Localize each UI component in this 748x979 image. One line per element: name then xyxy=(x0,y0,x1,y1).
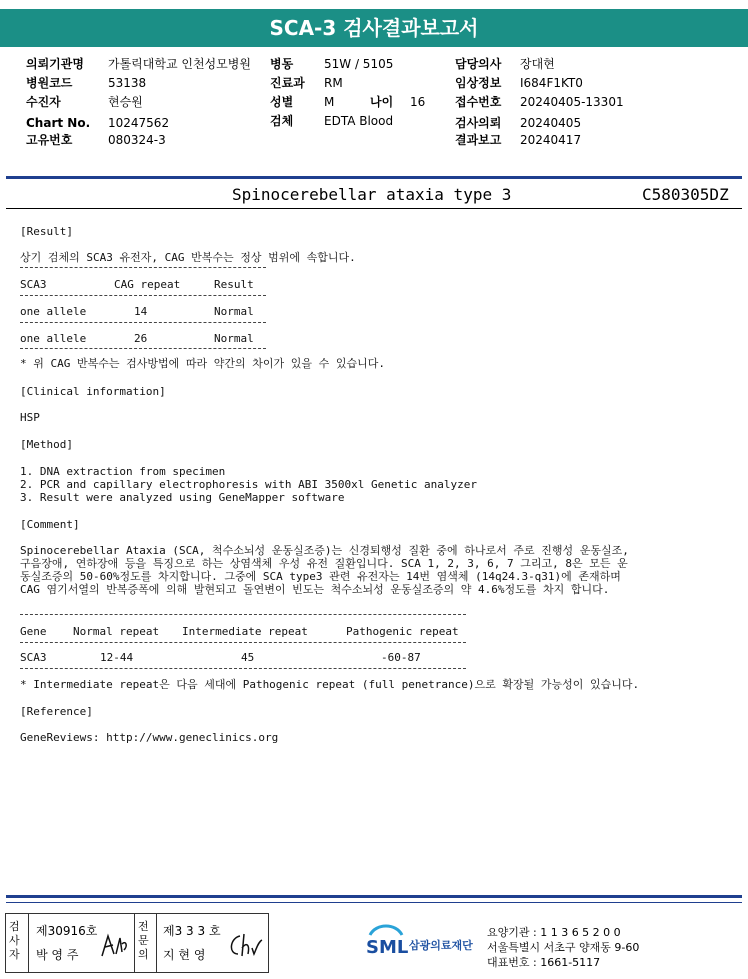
info-value: 현승원 xyxy=(108,95,143,109)
table-rule xyxy=(20,267,266,268)
info-value: 16 xyxy=(410,95,426,109)
info-label: 나이 xyxy=(370,95,394,109)
info-label: 임상정보 xyxy=(455,76,502,90)
specialist-signature xyxy=(226,930,264,960)
org-phone: 대표번호 : 1661-5117 xyxy=(487,956,601,969)
org-name: 삼광의료재단 xyxy=(409,939,473,952)
result-row-allele: one allele xyxy=(20,332,87,345)
info-label: 결과보고 xyxy=(455,133,502,147)
info-label: 접수번호 xyxy=(455,95,502,109)
comment-line: CAG 염기서열의 반복증폭에 의해 발현되고 돌연변이 빈도는 척수소뇌성 운동실조증의 약 4.6%정도를 차지 합니다. xyxy=(20,583,610,596)
divider xyxy=(6,208,742,209)
info-value: 장대현 xyxy=(520,57,555,71)
signature-box xyxy=(5,913,269,973)
info-label: 진료과 xyxy=(270,76,305,90)
comment-line: 구음장애, 연하장애 등을 특징으로 하는 상염색체 우성 유전 질환입니다. SCA 1, 2, 3, 6, 7 그리고, 8은 모든 운 xyxy=(20,557,628,570)
clinical-text: HSP xyxy=(20,411,40,424)
info-value: EDTA Blood xyxy=(324,114,394,128)
divider xyxy=(6,902,742,903)
result-note: * 위 CAG 반복수는 검사방법에 따라 약간의 차이가 있을 수 있습니다. xyxy=(20,357,385,370)
tester-name: 박 영 주 xyxy=(36,948,79,962)
specialist-license: 제3 3 3 호 xyxy=(163,924,221,938)
comment-header-pathogenic: Pathogenic repeat xyxy=(346,625,459,638)
info-label: 고유번호 xyxy=(26,133,73,147)
cell-divider xyxy=(134,914,135,972)
org-address: 서울특별시 서초구 양재동 9-60 xyxy=(487,941,640,954)
comment-note: * Intermediate repeat은 다음 세대에 Pathogenic repeat (full penetrance)으로 확장될 가능성이 있습니다. xyxy=(20,678,640,691)
comment-header-intermediate: Intermediate repeat xyxy=(182,625,308,638)
comment-row-pathogenic: -60-87 xyxy=(381,651,421,664)
table-rule xyxy=(20,295,266,296)
method-step: 1. DNA extraction from specimen xyxy=(20,465,226,478)
method-heading: [Method] xyxy=(20,438,73,451)
cell-divider xyxy=(28,914,29,972)
tester-license: 제30916호 xyxy=(36,924,98,938)
info-hospital xyxy=(26,57,84,71)
result-header-gene: SCA3 xyxy=(20,278,47,291)
test-name: Spinocerebellar ataxia type 3 xyxy=(232,185,512,204)
info-label: 검사의뢰 xyxy=(455,116,502,130)
info-value: 080324-3 xyxy=(108,133,166,147)
test-code: C580305DZ xyxy=(642,185,729,204)
comment-line: Spinocerebellar Ataxia (SCA, 척수소뇌성 운동실조증)는 신경퇴행성 질환 중에 하나로서 주로 진행성 운동실조, xyxy=(20,544,629,557)
info-value: 10247562 xyxy=(108,116,170,130)
reference-heading: [Reference] xyxy=(20,705,93,718)
divider xyxy=(6,895,742,898)
result-header-result: Result xyxy=(214,278,254,291)
comment-row-gene: SCA3 xyxy=(20,651,47,664)
table-rule xyxy=(20,642,466,643)
info-value: 51W / 5105 xyxy=(324,57,394,71)
reference-text: GeneReviews: http://www.geneclinics.org xyxy=(20,731,279,744)
comment-header-normal: Normal repeat xyxy=(73,625,160,638)
result-row-repeat: 26 xyxy=(134,332,148,345)
info-value: 53138 xyxy=(108,76,147,90)
method-step: 3. Result were analyzed using GeneMapper software xyxy=(20,491,345,504)
table-rule xyxy=(20,614,466,615)
org-id: 요양기관 : 1 1 3 6 5 2 0 0 xyxy=(487,926,621,939)
info-value: 20240417 xyxy=(520,133,582,147)
result-summary: 상기 검체의 SCA3 유전자, CAG 반복수는 정상 범위에 속합니다. xyxy=(20,251,356,264)
specialist-label: 전문의 xyxy=(138,920,149,961)
result-row-repeat: 14 xyxy=(134,305,148,318)
table-rule xyxy=(20,668,466,669)
sml-logo xyxy=(366,921,408,958)
info-value: 20240405 xyxy=(520,116,582,130)
info-label: 병동 xyxy=(270,57,294,71)
result-row-allele: one allele xyxy=(20,305,87,318)
info-value: M xyxy=(324,95,335,109)
divider xyxy=(6,176,742,179)
tester-signature xyxy=(98,930,132,960)
info-label: 성별 xyxy=(270,95,294,109)
info-value: 가톨릭대학교 인천성모병원 xyxy=(108,57,251,71)
info-label: 병원코드 xyxy=(26,76,73,90)
clinical-heading: [Clinical information] xyxy=(20,385,166,398)
result-header-repeat: CAG repeat xyxy=(114,278,181,291)
table-rule xyxy=(20,322,266,323)
logo-text: SML xyxy=(366,937,409,958)
info-label: Chart No. xyxy=(26,116,91,130)
info-label: 검체 xyxy=(270,114,294,128)
result-heading: [Result] xyxy=(20,225,73,238)
method-step: 2. PCR and capillary electrophoresis with ABI 3500xl Genetic analyzer xyxy=(20,478,477,491)
comment-row-normal: 12-44 xyxy=(100,651,134,664)
comment-row-intermediate: 45 xyxy=(241,651,255,664)
report-title: SCA-3 검사결과보고서 xyxy=(0,9,748,47)
tester-label: 검사자 xyxy=(9,920,20,961)
info-value: 20240405-13301 xyxy=(520,95,624,109)
info-label: 의뢰기관명 xyxy=(26,57,84,71)
info-label: 담당의사 xyxy=(455,57,502,71)
result-row-result: Normal xyxy=(214,305,254,318)
comment-line: 동실조증의 50-60%정도를 차지합니다. 그중에 SCA type3 관련 유전자는 14번 염색체 (14q24.3-q31)에 존재하며 xyxy=(20,570,621,583)
result-row-result: Normal xyxy=(214,332,254,345)
comment-header-gene: Gene xyxy=(20,625,47,638)
cell-divider xyxy=(156,914,157,972)
comment-heading: [Comment] xyxy=(20,518,80,531)
info-value: I684F1KT0 xyxy=(520,76,583,90)
info-label: 수진자 xyxy=(26,95,61,109)
info-value: RM xyxy=(324,76,343,90)
logo-arc-icon xyxy=(366,921,406,937)
table-rule xyxy=(20,348,266,349)
specialist-name: 지 현 영 xyxy=(163,948,206,962)
